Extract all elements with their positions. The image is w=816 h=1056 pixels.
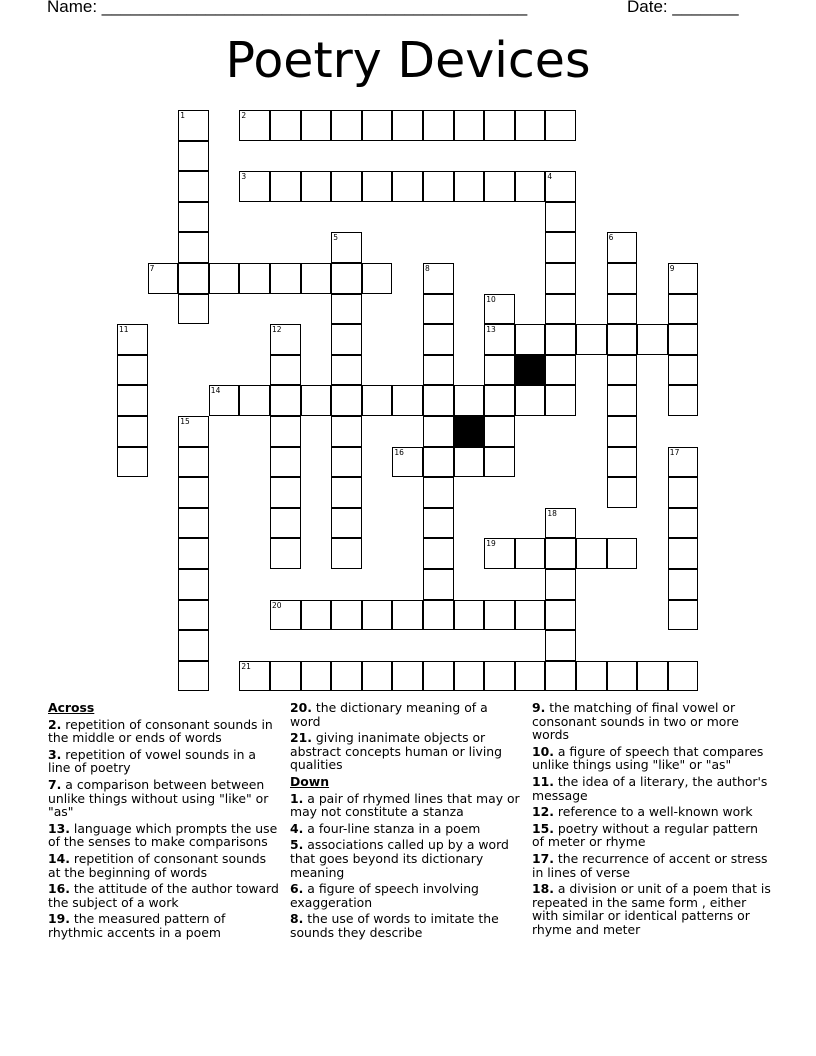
grid-cell[interactable] — [331, 538, 362, 569]
clue-number: 3. — [48, 746, 62, 762]
grid-cell[interactable] — [454, 385, 485, 416]
grid-cell[interactable] — [331, 508, 362, 539]
grid-cell[interactable] — [545, 232, 576, 263]
clue-number: 6. — [290, 881, 304, 897]
clue-number-5: 5 — [333, 233, 338, 243]
grid-cell[interactable] — [178, 202, 209, 233]
grid-cell[interactable] — [668, 661, 699, 692]
grid-cell[interactable] — [331, 355, 362, 386]
clue-number: 9. — [532, 700, 546, 715]
grid-cell[interactable] — [270, 385, 301, 416]
grid-cell[interactable] — [270, 416, 301, 447]
clue-item — [290, 731, 522, 772]
clue-item — [48, 882, 280, 909]
clue-number: 1. — [290, 790, 304, 806]
grid-cell[interactable] — [423, 324, 454, 355]
clue-number-10: 10 — [486, 294, 496, 304]
clue-number-19: 19 — [486, 539, 496, 549]
grid-cell[interactable] — [607, 416, 638, 447]
grid-cell[interactable] — [515, 171, 546, 202]
grid-cell[interactable] — [423, 569, 454, 600]
grid-cell[interactable] — [423, 447, 454, 478]
clue-number: 17. — [532, 850, 554, 866]
grid-cell[interactable] — [484, 661, 515, 692]
grid-cell[interactable] — [423, 110, 454, 141]
grid-cell[interactable] — [515, 600, 546, 631]
clue-number-3: 3 — [241, 172, 247, 182]
grid-cell[interactable] — [423, 538, 454, 569]
grid-cell[interactable] — [515, 110, 546, 141]
grid-cell[interactable] — [515, 385, 546, 416]
grid-cell[interactable] — [607, 385, 638, 416]
clue-number: 5. — [290, 837, 304, 853]
clue-number-14: 14 — [210, 386, 221, 396]
grid-cell[interactable] — [362, 600, 393, 631]
grid-cell[interactable] — [576, 324, 607, 355]
clue-number-16: 16 — [394, 447, 404, 457]
grid-cell[interactable] — [178, 447, 209, 478]
clue-item — [290, 701, 522, 728]
grid-cell[interactable] — [362, 110, 393, 141]
clue-number: 11. — [532, 773, 554, 789]
grid-cell[interactable] — [392, 385, 423, 416]
clue-number: 20. — [290, 700, 312, 715]
clue-number-9: 9 — [669, 264, 675, 273]
grid-cell[interactable] — [423, 600, 454, 631]
grid-cell[interactable] — [668, 569, 699, 600]
grid-cell[interactable] — [178, 569, 209, 600]
clue-list — [0, 700, 816, 1056]
grid-cell[interactable] — [545, 263, 576, 294]
clue-number: 19. — [48, 911, 70, 927]
grid-cell[interactable] — [454, 171, 485, 202]
grid-cell[interactable] — [178, 294, 209, 325]
clue-number: 13. — [48, 820, 70, 836]
grid-cell[interactable] — [301, 171, 332, 202]
clue-column-1 — [48, 701, 280, 943]
name-field[interactable]: Name: _____________________________________________ — [47, 0, 528, 16]
clue-text: the measured pattern of rhythmic accents in a poem — [48, 911, 226, 940]
grid-cell[interactable] — [331, 385, 362, 416]
grid-cell[interactable] — [454, 661, 485, 692]
grid-cell[interactable] — [117, 355, 148, 386]
clue-text: associations called up by a word that goes beyond its dictionary meaning — [290, 837, 509, 880]
clue-text: repetition of vowel sounds in a line of poetry — [48, 746, 256, 776]
clue-item — [290, 822, 522, 836]
grid-cell[interactable] — [178, 171, 209, 202]
clue-item — [532, 822, 772, 849]
grid-cell[interactable] — [239, 263, 270, 294]
clue-item — [48, 822, 280, 849]
clue-item — [48, 718, 280, 745]
clue-item — [290, 912, 522, 939]
grid-cell[interactable] — [117, 416, 148, 447]
grid-cell[interactable] — [668, 600, 699, 631]
clue-number-12: 12 — [272, 325, 282, 335]
clue-text: the use of words to imitate the sounds they describe — [290, 911, 499, 940]
grid-cell[interactable] — [454, 447, 485, 478]
grid-cell[interactable] — [117, 447, 148, 478]
clue-number-8: 8 — [425, 264, 430, 273]
grid-cell[interactable] — [301, 263, 332, 294]
clue-number-7: 7 — [149, 264, 155, 273]
clue-number: 14. — [48, 850, 70, 866]
grid-cell[interactable] — [545, 110, 576, 141]
clue-number-6: 6 — [608, 233, 614, 243]
grid-cell[interactable] — [362, 263, 393, 294]
clue-text: a division or unit of a poem that is repeated in the same form , either with similar or identical patterns or rhyme and meter — [532, 881, 771, 937]
grid-cell[interactable] — [545, 294, 576, 325]
grid-cell[interactable] — [270, 538, 301, 569]
grid-cell[interactable] — [423, 477, 454, 508]
grid-cell[interactable] — [454, 600, 485, 631]
clue-text: language which prompts the use of the senses to make comparisons — [48, 820, 278, 850]
grid-cell[interactable] — [239, 385, 270, 416]
clue-number-1: 1 — [180, 111, 185, 120]
grid-cell[interactable] — [178, 538, 209, 569]
grid-cell[interactable] — [423, 416, 454, 447]
grid-cell[interactable] — [270, 171, 301, 202]
grid-cell[interactable] — [484, 171, 515, 202]
clue-text: giving inanimate objects or abstract concepts human or living qualities — [290, 730, 503, 773]
grid-cell[interactable] — [392, 171, 423, 202]
grid-cell[interactable] — [331, 171, 362, 202]
grid-cell[interactable] — [484, 355, 515, 386]
grid-cell[interactable] — [668, 294, 699, 325]
grid-cell[interactable] — [545, 202, 576, 233]
clue-item — [532, 805, 772, 819]
grid-cell[interactable] — [331, 661, 362, 692]
grid-cell[interactable] — [270, 263, 301, 294]
clue-number: 21. — [290, 730, 312, 746]
clue-item — [532, 882, 772, 936]
clue-item — [290, 882, 522, 909]
grid-cell[interactable] — [637, 661, 668, 692]
clue-column-2 — [290, 701, 522, 943]
black-cell — [515, 355, 546, 386]
grid-cell[interactable] — [668, 324, 699, 355]
grid-cell[interactable] — [331, 110, 362, 141]
grid-cell[interactable] — [117, 385, 148, 416]
grid-cell[interactable] — [607, 355, 638, 386]
grid-cell[interactable] — [545, 630, 576, 661]
clue-item — [48, 852, 280, 879]
grid-cell[interactable] — [270, 661, 301, 692]
grid-cell[interactable] — [178, 141, 209, 172]
grid-cell[interactable] — [423, 661, 454, 692]
clue-text: the matching of final vowel or consonant sounds in two or more words — [532, 700, 739, 743]
grid-cell[interactable] — [178, 477, 209, 508]
grid-cell[interactable] — [545, 355, 576, 386]
clue-number-18: 18 — [547, 508, 557, 518]
clue-item — [48, 778, 280, 819]
grid-cell[interactable] — [545, 538, 576, 569]
grid-cell[interactable] — [668, 508, 699, 539]
clue-number: 18. — [532, 881, 554, 897]
clue-number: 2. — [48, 716, 62, 732]
clue-number-2: 2 — [241, 111, 247, 120]
clue-number-11: 11 — [119, 325, 129, 335]
grid-cell[interactable] — [270, 447, 301, 478]
clue-number-13: 13 — [486, 325, 496, 335]
grid-cell[interactable] — [178, 263, 209, 294]
down-heading: Down — [290, 773, 330, 789]
clue-text: a pair of rhymed lines that may or may not constitute a stanza — [290, 790, 520, 820]
clue-text: the idea of a literary, the author's message — [532, 773, 768, 803]
black-cell — [454, 416, 485, 447]
grid-cell[interactable] — [484, 447, 515, 478]
grid-cell[interactable] — [331, 324, 362, 355]
clue-number-15: 15 — [180, 417, 190, 426]
clue-number-20: 20 — [272, 600, 282, 610]
grid-cell[interactable] — [331, 294, 362, 325]
grid-cell[interactable] — [607, 324, 638, 355]
grid-cell[interactable] — [178, 508, 209, 539]
clue-text: reference to a well-known work — [553, 804, 753, 820]
clue-text: poetry without a regular pattern of meter or rhyme — [532, 820, 758, 850]
grid-cell[interactable] — [515, 661, 546, 692]
grid-cell[interactable] — [607, 294, 638, 325]
grid-cell[interactable] — [209, 263, 240, 294]
grid-cell[interactable] — [545, 569, 576, 600]
clue-text: the dictionary meaning of a word — [290, 700, 488, 729]
grid-cell[interactable] — [301, 385, 332, 416]
clue-number: 10. — [532, 743, 554, 759]
across-heading: Across — [48, 700, 95, 715]
clue-number-17: 17 — [669, 447, 680, 457]
grid-cell[interactable] — [668, 385, 699, 416]
clue-column-3 — [532, 701, 772, 940]
grid-cell[interactable] — [270, 110, 301, 141]
grid-cell[interactable] — [423, 385, 454, 416]
clue-item — [290, 838, 522, 879]
clue-text: the attitude of the author toward the subject of a work — [48, 881, 279, 910]
puzzle-title: Poetry Devices — [225, 32, 591, 89]
grid-cell[interactable] — [576, 538, 607, 569]
clue-item — [532, 852, 772, 879]
clue-item — [290, 792, 522, 819]
clue-text: a figure of speech involving exaggeration — [290, 881, 479, 910]
grid-cell[interactable] — [331, 600, 362, 631]
grid-cell[interactable] — [301, 661, 332, 692]
grid-cell[interactable] — [331, 447, 362, 478]
grid-cell[interactable] — [545, 661, 576, 692]
grid-cell[interactable] — [270, 508, 301, 539]
clue-item — [532, 745, 772, 772]
grid-cell[interactable] — [423, 355, 454, 386]
clue-item — [532, 775, 772, 802]
clue-text: repetition of consonant sounds in the middle or ends of words — [48, 716, 273, 746]
grid-cell[interactable] — [607, 263, 638, 294]
grid-cell[interactable] — [545, 385, 576, 416]
grid-cell[interactable] — [607, 477, 638, 508]
grid-cell[interactable] — [515, 538, 546, 569]
grid-cell[interactable] — [576, 661, 607, 692]
grid-cell[interactable] — [178, 630, 209, 661]
clue-item — [48, 748, 280, 775]
grid-cell[interactable] — [362, 171, 393, 202]
grid-cell[interactable] — [484, 385, 515, 416]
grid-cell[interactable] — [668, 477, 699, 508]
grid-cell[interactable] — [423, 508, 454, 539]
grid-cell[interactable] — [178, 661, 209, 692]
grid-cell[interactable] — [484, 416, 515, 447]
clue-number: 12. — [532, 804, 554, 820]
clue-text: a figure of speech that compares unlike things using "like" or "as" — [532, 743, 764, 773]
grid-cell[interactable] — [270, 477, 301, 508]
clue-number: 8. — [290, 911, 304, 927]
grid-cell[interactable] — [301, 600, 332, 631]
grid-cell[interactable] — [454, 110, 485, 141]
grid-cell[interactable] — [607, 447, 638, 478]
grid-cell[interactable] — [545, 600, 576, 631]
grid-cell[interactable] — [331, 263, 362, 294]
clue-number: 16. — [48, 881, 70, 897]
date-field[interactable]: Date: _______ — [627, 0, 739, 16]
clue-text: a four-line stanza in a poem — [303, 820, 481, 836]
grid-cell[interactable] — [668, 355, 699, 386]
grid-cell[interactable] — [392, 600, 423, 631]
grid-cell[interactable] — [607, 538, 638, 569]
clue-number-4: 4 — [547, 172, 553, 182]
clue-text: repetition of consonant sounds at the beginning of words — [48, 850, 267, 880]
grid-cell[interactable] — [515, 324, 546, 355]
grid-cell[interactable] — [178, 600, 209, 631]
clue-number: 15. — [532, 820, 554, 836]
grid-cell[interactable] — [362, 661, 393, 692]
grid-cell[interactable] — [484, 600, 515, 631]
clue-item — [532, 701, 772, 742]
clue-text: a comparison between between unlike things without using "like" or "as" — [48, 776, 269, 820]
grid-cell[interactable] — [423, 171, 454, 202]
grid-cell[interactable] — [637, 324, 668, 355]
clue-number: 7. — [48, 776, 62, 792]
clue-number: 4. — [290, 820, 304, 836]
grid-cell[interactable] — [270, 355, 301, 386]
grid-cell[interactable] — [545, 324, 576, 355]
grid-cell[interactable] — [392, 661, 423, 692]
clue-text: the recurrence of accent or stress in lines of verse — [532, 850, 768, 880]
grid-cell[interactable] — [484, 110, 515, 141]
grid-cell[interactable] — [423, 294, 454, 325]
grid-cell[interactable] — [331, 477, 362, 508]
grid-cell[interactable] — [607, 661, 638, 692]
grid-cell[interactable] — [301, 110, 332, 141]
clue-number-21: 21 — [241, 661, 251, 671]
grid-cell[interactable] — [362, 385, 393, 416]
grid-cell[interactable] — [331, 416, 362, 447]
grid-cell[interactable] — [178, 232, 209, 263]
grid-cell[interactable] — [392, 110, 423, 141]
clue-item — [48, 912, 280, 939]
grid-cell[interactable] — [668, 538, 699, 569]
